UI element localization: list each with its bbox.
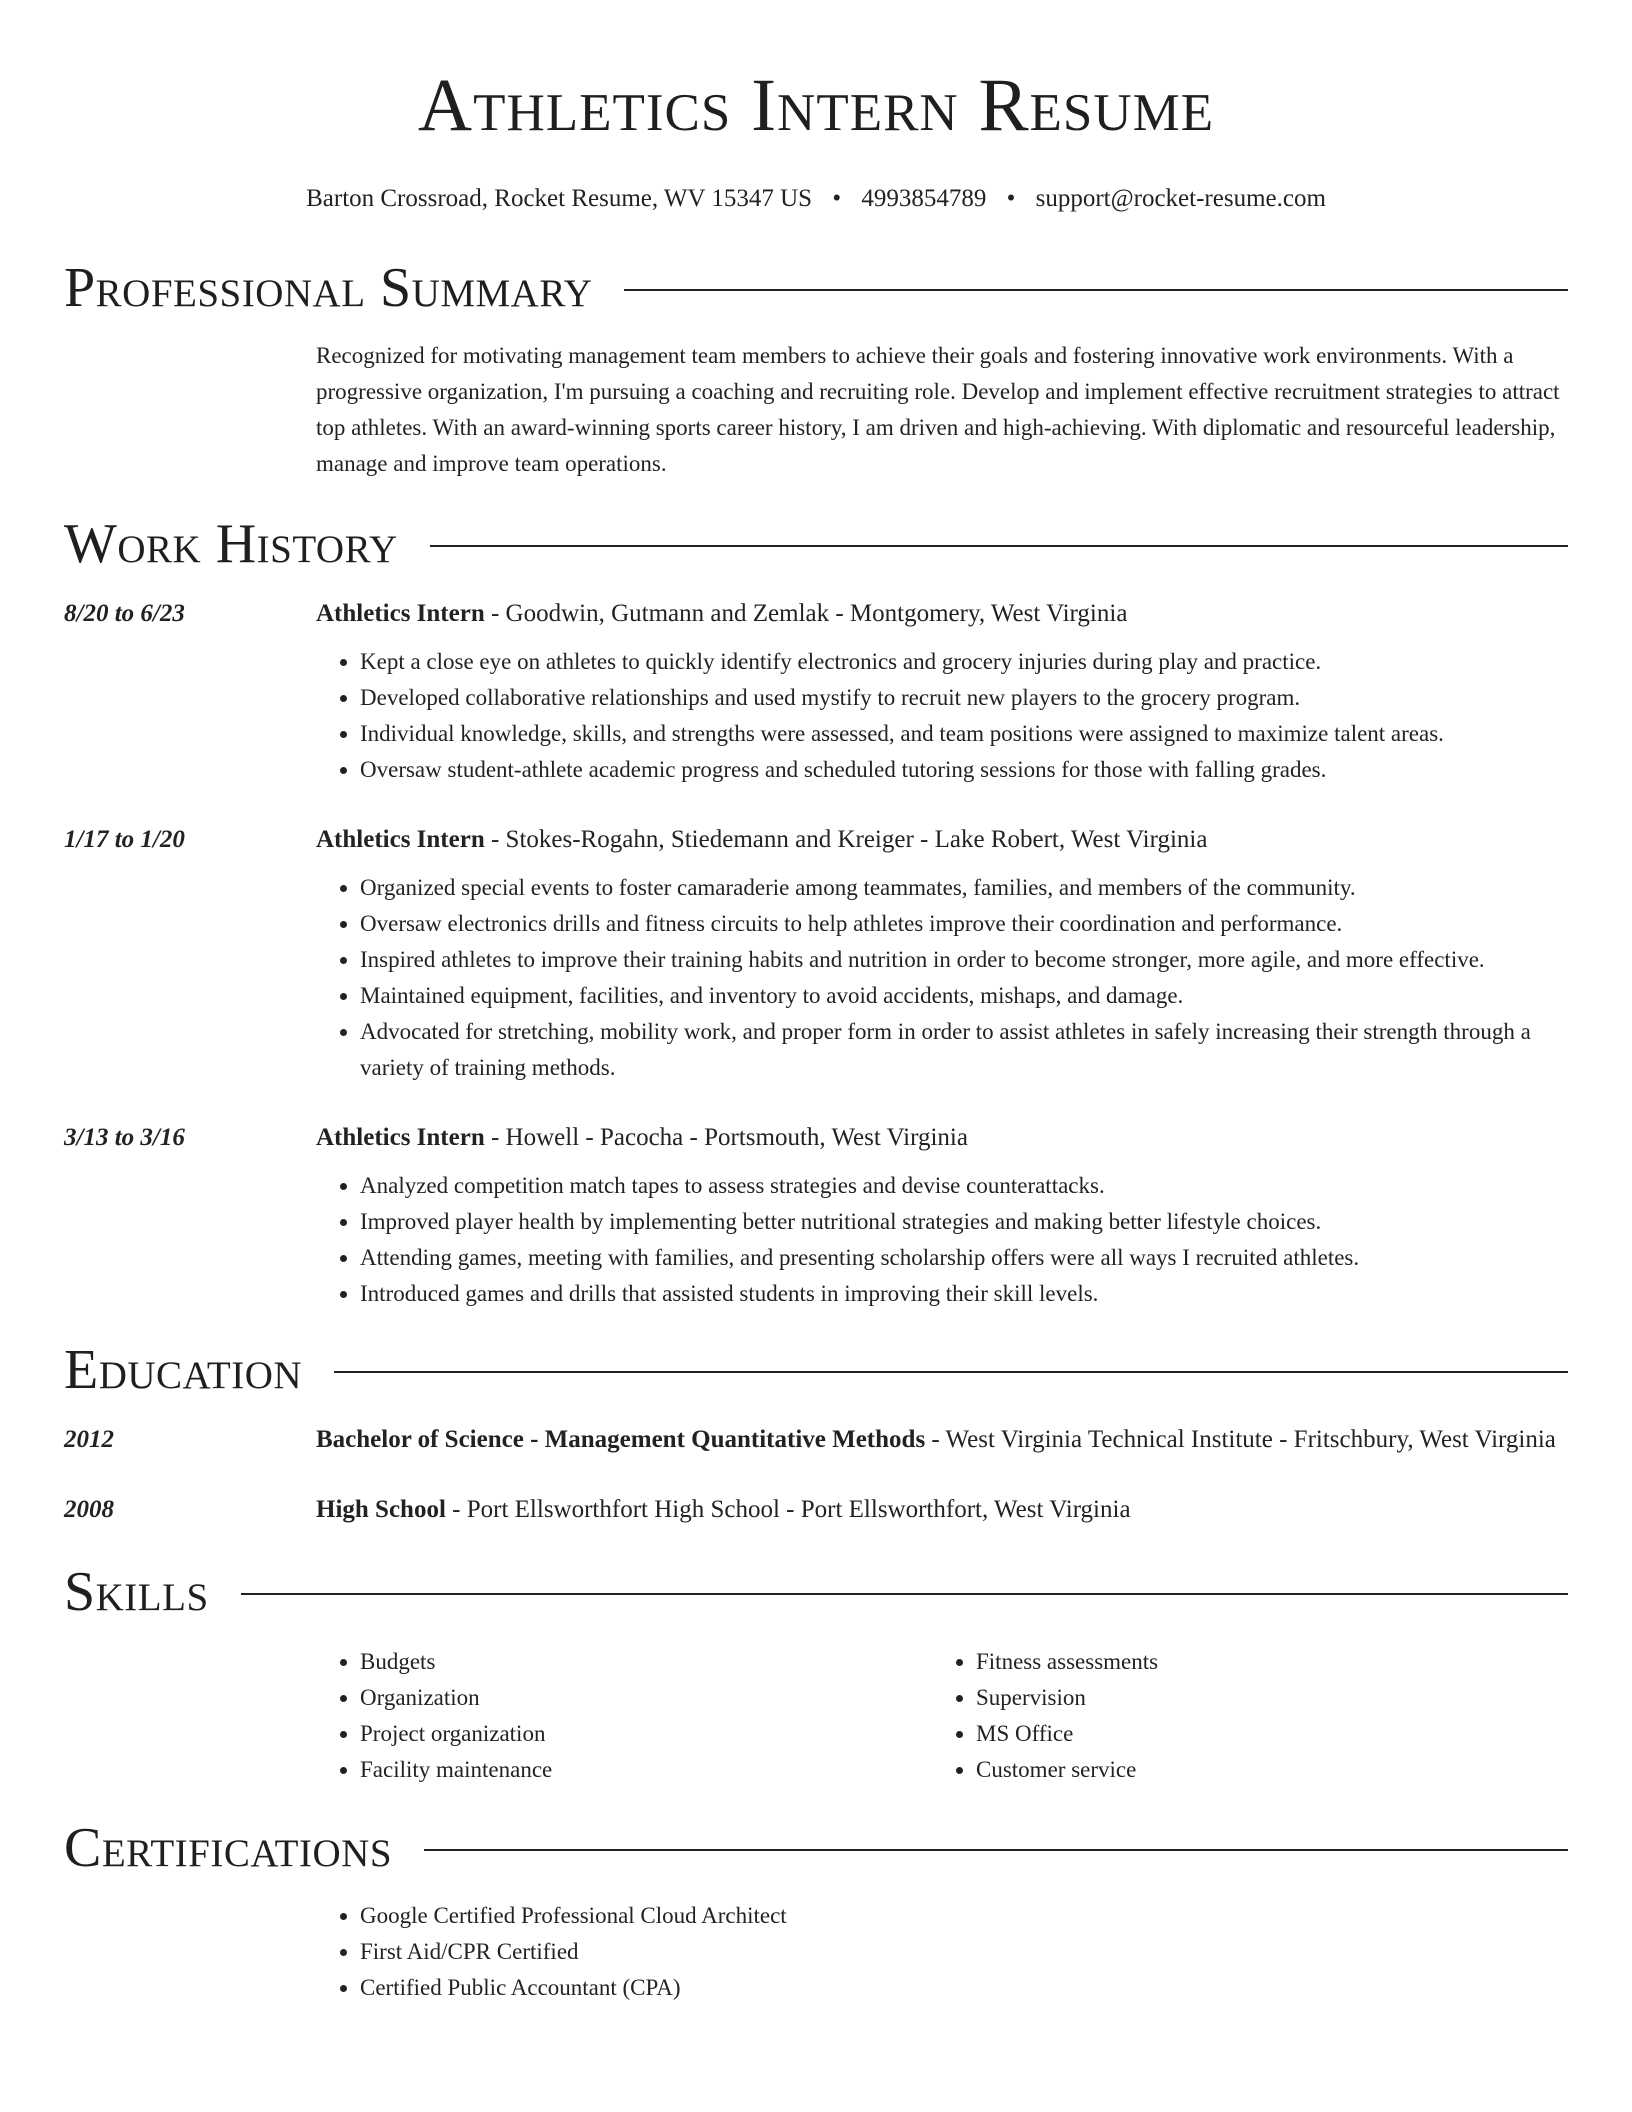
job-body [316,820,1568,1086]
certification-item: • Google Certified Professional Cloud Architect [360,1898,1568,1934]
skill-item: • Supervision [976,1680,1548,1716]
education-body [316,1490,1568,1530]
job-entry [64,594,1568,788]
certification-item: • Certified Public Accountant (CPA) [360,1970,1568,2006]
section-divider [424,1849,1568,1851]
section-divider [241,1593,1568,1595]
education-heading [316,1420,1568,1460]
certifications-list [316,1898,1568,2006]
job-heading [316,594,1568,634]
resume-title: Athletics Intern Resume [417,64,1215,147]
education-body [316,1420,1568,1460]
list-item: • Maintained equipment, facilities, and inventory to avoid accidents, mishaps, and damage. [360,978,1568,1014]
education-entry [64,1490,1568,1530]
section-title-skills: Skills [64,1561,209,1623]
skill-item: • Budgets [360,1644,932,1680]
certification-item: • First Aid/CPR Certified [360,1934,1568,1970]
education-details: - Port Ellsworthfort High School - Port Ellsworthfort, West Virginia [445,1496,1131,1523]
certifications-section-header [64,1816,1568,1880]
job-details: - Stokes-Rogahn, Stiedemann and Kreiger - Lake Robert, West Virginia [484,826,1208,853]
skill-item: • Customer service [976,1752,1548,1788]
education-year: 2012 [64,1426,114,1453]
list-item: • Organized special events to foster camaraderie among teammates, families, and members of the community. [360,870,1568,906]
list-item: • Kept a close eye on athletes to quickly identify electronics and grocery injuries during play and practice. [360,644,1568,680]
section-title-summary: Professional Summary [64,257,593,319]
list-item: • Advocated for stretching, mobility work, and proper form in order to assist athletes in safely increasing their strength through a variety of training methods. [360,1014,1568,1086]
skill-item: • Project organization [360,1716,932,1752]
skills-column-right [932,1644,1548,1788]
job-body [316,1118,1568,1312]
certifications-bullets [316,1898,1568,2006]
job-details: - Goodwin, Gutmann and Zemlak - Montgomery, West Virginia [484,600,1128,627]
job-entry [64,820,1568,1086]
job-title: Athletics Intern [316,600,485,627]
summary-section-header [64,256,1568,320]
list-item: • Developed collaborative relationships and used mystify to recruit new players to the grocery program. [360,680,1568,716]
education-section-header [64,1338,1568,1402]
job-title: Athletics Intern [316,1124,485,1151]
section-divider [430,545,1568,547]
skill-item: • Fitness assessments [976,1644,1548,1680]
list-item: • Improved player health by implementing better nutritional strategies and making better lifestyle choices. [360,1204,1568,1240]
job-title: Athletics Intern [316,826,485,853]
skill-item: • MS Office [976,1716,1548,1752]
job-heading [316,1118,1568,1158]
list-item: • Oversaw student-athlete academic progress and scheduled tutoring sessions for those with falling grades. [360,752,1568,788]
summary-text: Recognized for motivating management team members to achieve their goals and fostering innovative work environments. With a progressive organization, I'm pursuing a coaching and recruiting role. Develop and implement effective recruitment strategies to attract top athletes. With an award-winning sports career history, I am driven and high-achieving. With diplomatic and resourceful leadership, manage and improve team operations. [316,343,1560,476]
education-degree: Bachelor of Science - Management Quantitative Methods [316,1426,926,1453]
section-title-education: Education [64,1339,303,1401]
skill-item: • Organization [360,1680,932,1716]
job-entry [64,1118,1568,1312]
skills-grid [316,1644,1568,1788]
contact-separator: • [832,185,842,212]
education-degree: High School [316,1496,446,1523]
job-details: - Howell - Pacocha - Portsmouth, West Virginia [484,1124,968,1151]
section-title-work: Work History [64,513,398,575]
job-dates: 8/20 to 6/23 [64,600,185,627]
list-item: • Attending games, meeting with families, and presenting scholarship offers were all ways I recruited athletes. [360,1240,1568,1276]
contact-address: Barton Crossroad, Rocket Resume, WV 15347 US [306,185,813,212]
contact-email: support@rocket-resume.com [1035,185,1326,212]
education-heading [316,1490,1568,1530]
education-details: - West Virginia Technical Institute - Fritschbury, West Virginia [925,1426,1556,1453]
contact-line [64,182,1568,216]
contact-separator: • [1006,185,1016,212]
skills-section-header [64,1560,1568,1624]
section-title-certifications: Certifications [64,1817,393,1879]
skill-item: • Facility maintenance [360,1752,932,1788]
job-dates: 3/13 to 3/16 [64,1124,185,1151]
job-heading [316,820,1568,860]
job-bullets [316,870,1568,1086]
section-divider [334,1371,1568,1373]
skills-column-left [316,1644,932,1788]
work-section-header [64,512,1568,576]
list-item: • Analyzed competition match tapes to assess strategies and devise counterattacks. [360,1168,1568,1204]
education-year: 2008 [64,1496,114,1523]
list-item: • Inspired athletes to improve their training habits and nutrition in order to become stronger, more agile, and more effective. [360,942,1568,978]
job-bullets [316,644,1568,788]
job-bullets [316,1168,1568,1312]
contact-phone: 4993854789 [861,185,987,212]
job-dates: 1/17 to 1/20 [64,826,185,853]
job-body [316,594,1568,788]
section-divider [624,289,1568,291]
list-item: • Introduced games and drills that assisted students in improving their skill levels. [360,1276,1568,1312]
list-item: • Individual knowledge, skills, and strengths were assessed, and team positions were assigned to maximize talent areas. [360,716,1568,752]
education-entry [64,1420,1568,1460]
list-item: • Oversaw electronics drills and fitness circuits to help athletes improve their coordination and performance. [360,906,1568,942]
